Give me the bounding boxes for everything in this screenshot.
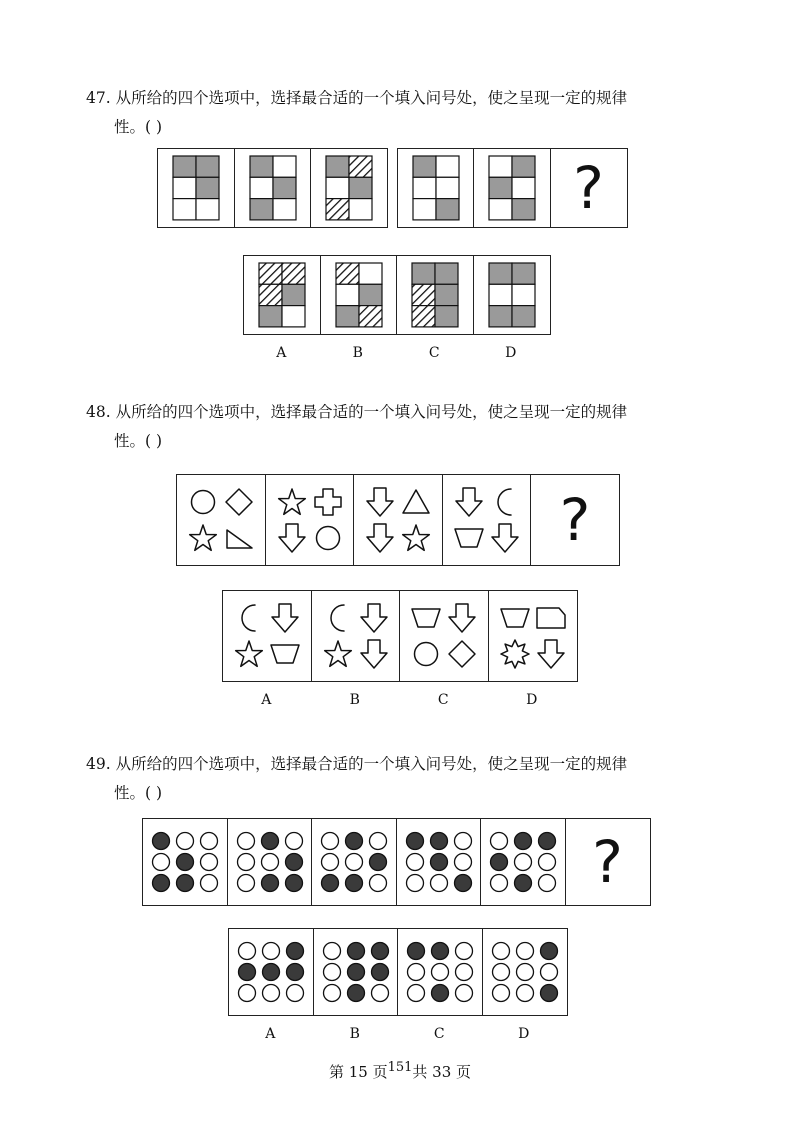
trapezoid-icon: [501, 609, 529, 627]
hatched-square: [359, 306, 382, 327]
dot-figure: [401, 829, 477, 895]
option-cell-d: [473, 255, 551, 335]
filled-dot: [287, 943, 304, 960]
filled-dot: [540, 985, 557, 1002]
filled-dot: [346, 875, 363, 892]
filled-dot: [432, 985, 449, 1002]
question-mark: ?: [559, 486, 591, 554]
gray-square: [359, 284, 382, 305]
empty-dot: [492, 943, 509, 960]
sequence-cell: [157, 148, 235, 228]
gray-square: [489, 263, 512, 284]
grid-figure: [325, 155, 373, 221]
moon-icon: [498, 489, 511, 515]
option-label-c: C: [428, 345, 440, 361]
shape-figure: [272, 482, 348, 558]
arrow-icon: [361, 640, 387, 668]
question-48-options: [222, 590, 576, 682]
empty-dot: [263, 985, 280, 1002]
empty-dot: [430, 875, 447, 892]
gray-square: [282, 284, 305, 305]
hatched-square: [412, 306, 435, 327]
filled-dot: [540, 943, 557, 960]
filled-dot: [347, 985, 364, 1002]
star-icon: [278, 489, 305, 514]
hatched-square: [282, 263, 305, 284]
gray-square: [349, 177, 372, 198]
option-cell-c: [397, 928, 483, 1016]
trapezoid-icon: [271, 645, 299, 663]
empty-dot: [323, 985, 340, 1002]
filled-dot: [261, 833, 278, 850]
white-square: [436, 177, 459, 198]
sequence-cell: [397, 148, 475, 228]
footer-page-number: 151: [387, 1060, 413, 1075]
empty-dot: [406, 875, 423, 892]
footer-total-pages: 共 33 页: [412, 1063, 472, 1081]
question-stem: 从所给的四个选项中，选择最合适的一个填入问号处，使之呈现一定的规律: [115, 89, 628, 107]
empty-dot: [237, 875, 254, 892]
question-stem: 从所给的四个选项中，选择最合适的一个填入问号处，使之呈现一定的规律: [115, 755, 628, 773]
gray-square: [412, 263, 435, 284]
empty-dot: [177, 833, 194, 850]
empty-dot: [516, 985, 533, 1002]
circle-icon: [415, 643, 438, 666]
diamond-icon: [449, 641, 475, 667]
empty-dot: [370, 833, 387, 850]
white-square: [413, 199, 436, 220]
option-cell-b: [313, 928, 399, 1016]
filled-dot: [347, 964, 364, 981]
white-square: [173, 177, 196, 198]
star-icon: [190, 525, 217, 550]
dot-figure: [485, 829, 561, 895]
gray-square: [336, 306, 359, 327]
white-square: [282, 306, 305, 327]
white-square: [512, 284, 535, 305]
question-49-text: [86, 750, 726, 808]
question-47-option-labels: [243, 345, 549, 361]
empty-dot: [201, 854, 218, 871]
arrow-icon: [367, 488, 393, 516]
question-number: 47.: [86, 89, 111, 107]
option-cell-c: [399, 590, 489, 682]
empty-dot: [516, 964, 533, 981]
grid-figure: [488, 155, 536, 221]
empty-dot: [153, 854, 170, 871]
arrow-icon: [361, 604, 387, 632]
empty-dot: [454, 833, 471, 850]
hatched-square: [336, 263, 359, 284]
filled-dot: [177, 854, 194, 871]
option-cell-d: [482, 928, 568, 1016]
sequence-cell: [442, 474, 532, 566]
circle-icon: [316, 527, 339, 550]
star-icon: [324, 641, 351, 666]
sequence-cell: [311, 818, 397, 906]
filled-dot: [322, 875, 339, 892]
hatched-square: [259, 284, 282, 305]
gray-square: [173, 156, 196, 177]
option-cell-d: [488, 590, 578, 682]
grid-figure: [335, 262, 383, 328]
filled-dot: [406, 833, 423, 850]
shape-figure: [229, 598, 305, 674]
sequence-cell: [353, 474, 443, 566]
gray-square: [512, 156, 535, 177]
filled-dot: [430, 833, 447, 850]
dot-figure: [147, 829, 223, 895]
white-square: [489, 284, 512, 305]
sequence-cell: [310, 148, 388, 228]
filled-dot: [285, 854, 302, 871]
empty-dot: [432, 964, 449, 981]
grid-figure: [411, 262, 459, 328]
option-label-a: A: [276, 345, 287, 361]
gray-square: [436, 199, 459, 220]
option-label-a: A: [265, 1026, 276, 1042]
trapezoid-icon: [455, 529, 483, 547]
white-square: [326, 177, 349, 198]
option-cell-b: [311, 590, 401, 682]
question-mark: ?: [573, 154, 604, 222]
empty-dot: [456, 943, 473, 960]
dot-figure: [487, 939, 563, 1005]
question-number: 48.: [86, 403, 111, 421]
empty-dot: [492, 964, 509, 981]
empty-dot: [515, 854, 532, 871]
question-47-options: [243, 255, 549, 335]
gray-square: [273, 177, 296, 198]
empty-dot: [239, 943, 256, 960]
empty-dot: [516, 943, 533, 960]
hatched-square: [326, 199, 349, 220]
option-label-b: B: [349, 1026, 360, 1042]
circle-icon: [192, 491, 215, 514]
dot-figure: [233, 939, 309, 1005]
gray-square: [489, 177, 512, 198]
moon-icon: [242, 605, 255, 631]
question-49-sequence: [142, 818, 649, 906]
triangle-icon: [403, 490, 429, 513]
filled-dot: [515, 875, 532, 892]
question-mark-cell: [530, 474, 620, 566]
gray-square: [435, 263, 458, 284]
filled-dot: [370, 854, 387, 871]
gray-square: [512, 306, 535, 327]
option-label-a: A: [261, 692, 272, 708]
shape-figure: [318, 598, 394, 674]
grid-figure: [249, 155, 297, 221]
question-number: 49.: [86, 755, 111, 773]
sequence-cell: [396, 818, 482, 906]
shape-figure: [360, 482, 436, 558]
gray-square: [413, 156, 436, 177]
grid-figure: [488, 262, 536, 328]
gray-square: [259, 306, 282, 327]
option-label-b: B: [352, 345, 363, 361]
page-footer: [0, 1060, 800, 1082]
shape-figure: [449, 482, 525, 558]
empty-dot: [456, 985, 473, 1002]
white-square: [349, 199, 372, 220]
empty-dot: [370, 875, 387, 892]
dot-figure: [316, 829, 392, 895]
option-cell-a: [222, 590, 312, 682]
empty-dot: [539, 875, 556, 892]
righttri-icon: [227, 530, 252, 548]
question-49-options: [228, 928, 566, 1016]
filled-dot: [153, 833, 170, 850]
empty-dot: [322, 833, 339, 850]
empty-dot: [492, 985, 509, 1002]
grid-figure: [258, 262, 306, 328]
option-label-d: D: [518, 1026, 530, 1042]
dot-figure: [318, 939, 394, 1005]
gray-square: [250, 156, 273, 177]
dot-figure: [232, 829, 308, 895]
filled-dot: [539, 833, 556, 850]
empty-dot: [237, 833, 254, 850]
filled-dot: [261, 875, 278, 892]
option-cell-a: [243, 255, 321, 335]
empty-dot: [323, 943, 340, 960]
filled-dot: [491, 854, 508, 871]
diamond-icon: [226, 489, 252, 515]
option-label-b: B: [349, 692, 360, 708]
filled-dot: [239, 964, 256, 981]
option-label-d: D: [526, 692, 538, 708]
white-square: [196, 199, 219, 220]
sequence-cell: [227, 818, 313, 906]
sequence-cell: [142, 818, 228, 906]
filled-dot: [371, 964, 388, 981]
burst-icon: [501, 640, 529, 668]
question-mark-cell: [565, 818, 651, 906]
gray-square: [489, 306, 512, 327]
empty-dot: [263, 943, 280, 960]
option-cell-b: [320, 255, 398, 335]
white-square: [336, 284, 359, 305]
filled-dot: [285, 875, 302, 892]
empty-dot: [540, 964, 557, 981]
sequence-cell: [265, 474, 355, 566]
white-square: [436, 156, 459, 177]
empty-dot: [285, 833, 302, 850]
sequence-cell: [176, 474, 266, 566]
question-48-option-labels: [222, 692, 576, 708]
empty-dot: [406, 854, 423, 871]
question-47-text: [86, 84, 726, 142]
empty-dot: [322, 854, 339, 871]
sequence-cell: [480, 818, 566, 906]
question-48-sequence: [176, 474, 619, 566]
empty-dot: [346, 854, 363, 871]
pentagon-icon: [537, 608, 565, 628]
white-square: [489, 199, 512, 220]
option-cell-a: [228, 928, 314, 1016]
gray-square: [435, 306, 458, 327]
shape-figure: [495, 598, 571, 674]
white-square: [250, 177, 273, 198]
arrow-icon: [492, 524, 518, 552]
filled-dot: [263, 964, 280, 981]
star-icon: [403, 525, 430, 550]
empty-dot: [371, 985, 388, 1002]
gray-square: [326, 156, 349, 177]
filled-dot: [371, 943, 388, 960]
white-square: [173, 199, 196, 220]
filled-dot: [153, 875, 170, 892]
filled-dot: [430, 854, 447, 871]
empty-dot: [491, 875, 508, 892]
hatched-square: [412, 284, 435, 305]
arrow-icon: [449, 604, 475, 632]
sequence-cell: [234, 148, 312, 228]
arrow-icon: [367, 524, 393, 552]
group-gap: [387, 148, 397, 228]
hatched-square: [259, 263, 282, 284]
grid-figure: [412, 155, 460, 221]
option-label-c: C: [437, 692, 449, 708]
shape-figure: [183, 482, 259, 558]
moon-icon: [331, 605, 344, 631]
question-stem-cont: 性。( ): [114, 784, 163, 802]
empty-dot: [261, 854, 278, 871]
arrow-icon: [279, 524, 305, 552]
grid-figure: [172, 155, 220, 221]
question-48-text: [86, 398, 726, 456]
empty-dot: [239, 985, 256, 1002]
arrow-icon: [456, 488, 482, 516]
hatched-square: [349, 156, 372, 177]
filled-dot: [177, 875, 194, 892]
trapezoid-icon: [412, 609, 440, 627]
white-square: [273, 156, 296, 177]
gray-square: [250, 199, 273, 220]
filled-dot: [408, 943, 425, 960]
arrow-icon: [272, 604, 298, 632]
question-stem: 从所给的四个选项中，选择最合适的一个填入问号处，使之呈现一定的规律: [115, 403, 628, 421]
gray-square: [196, 156, 219, 177]
star-icon: [236, 641, 263, 666]
sequence-cell: [473, 148, 551, 228]
cross-icon: [315, 489, 341, 515]
white-square: [413, 177, 436, 198]
question-stem-cont: 性。( ): [114, 432, 163, 450]
gray-square: [196, 177, 219, 198]
filled-dot: [454, 875, 471, 892]
empty-dot: [539, 854, 556, 871]
footer-current-page: 第 15 页: [328, 1063, 388, 1081]
shape-figure: [406, 598, 482, 674]
gray-square: [512, 199, 535, 220]
empty-dot: [201, 875, 218, 892]
option-label-d: D: [505, 345, 517, 361]
filled-dot: [432, 943, 449, 960]
dot-figure: [402, 939, 478, 1005]
empty-dot: [491, 833, 508, 850]
white-square: [359, 263, 382, 284]
filled-dot: [347, 943, 364, 960]
empty-dot: [408, 985, 425, 1002]
empty-dot: [454, 854, 471, 871]
question-stem-cont: 性。( ): [114, 118, 163, 136]
empty-dot: [323, 964, 340, 981]
arrow-icon: [538, 640, 564, 668]
filled-dot: [287, 964, 304, 981]
empty-dot: [456, 964, 473, 981]
empty-dot: [287, 985, 304, 1002]
filled-dot: [346, 833, 363, 850]
question-47-sequence: [157, 148, 626, 228]
gray-square: [435, 284, 458, 305]
question-mark-cell: [550, 148, 628, 228]
question-mark: ?: [592, 828, 623, 896]
filled-dot: [515, 833, 532, 850]
empty-dot: [201, 833, 218, 850]
option-label-c: C: [433, 1026, 445, 1042]
empty-dot: [237, 854, 254, 871]
white-square: [489, 156, 512, 177]
question-49-option-labels: [228, 1026, 566, 1042]
white-square: [273, 199, 296, 220]
option-cell-c: [396, 255, 474, 335]
white-square: [512, 177, 535, 198]
empty-dot: [408, 964, 425, 981]
gray-square: [512, 263, 535, 284]
